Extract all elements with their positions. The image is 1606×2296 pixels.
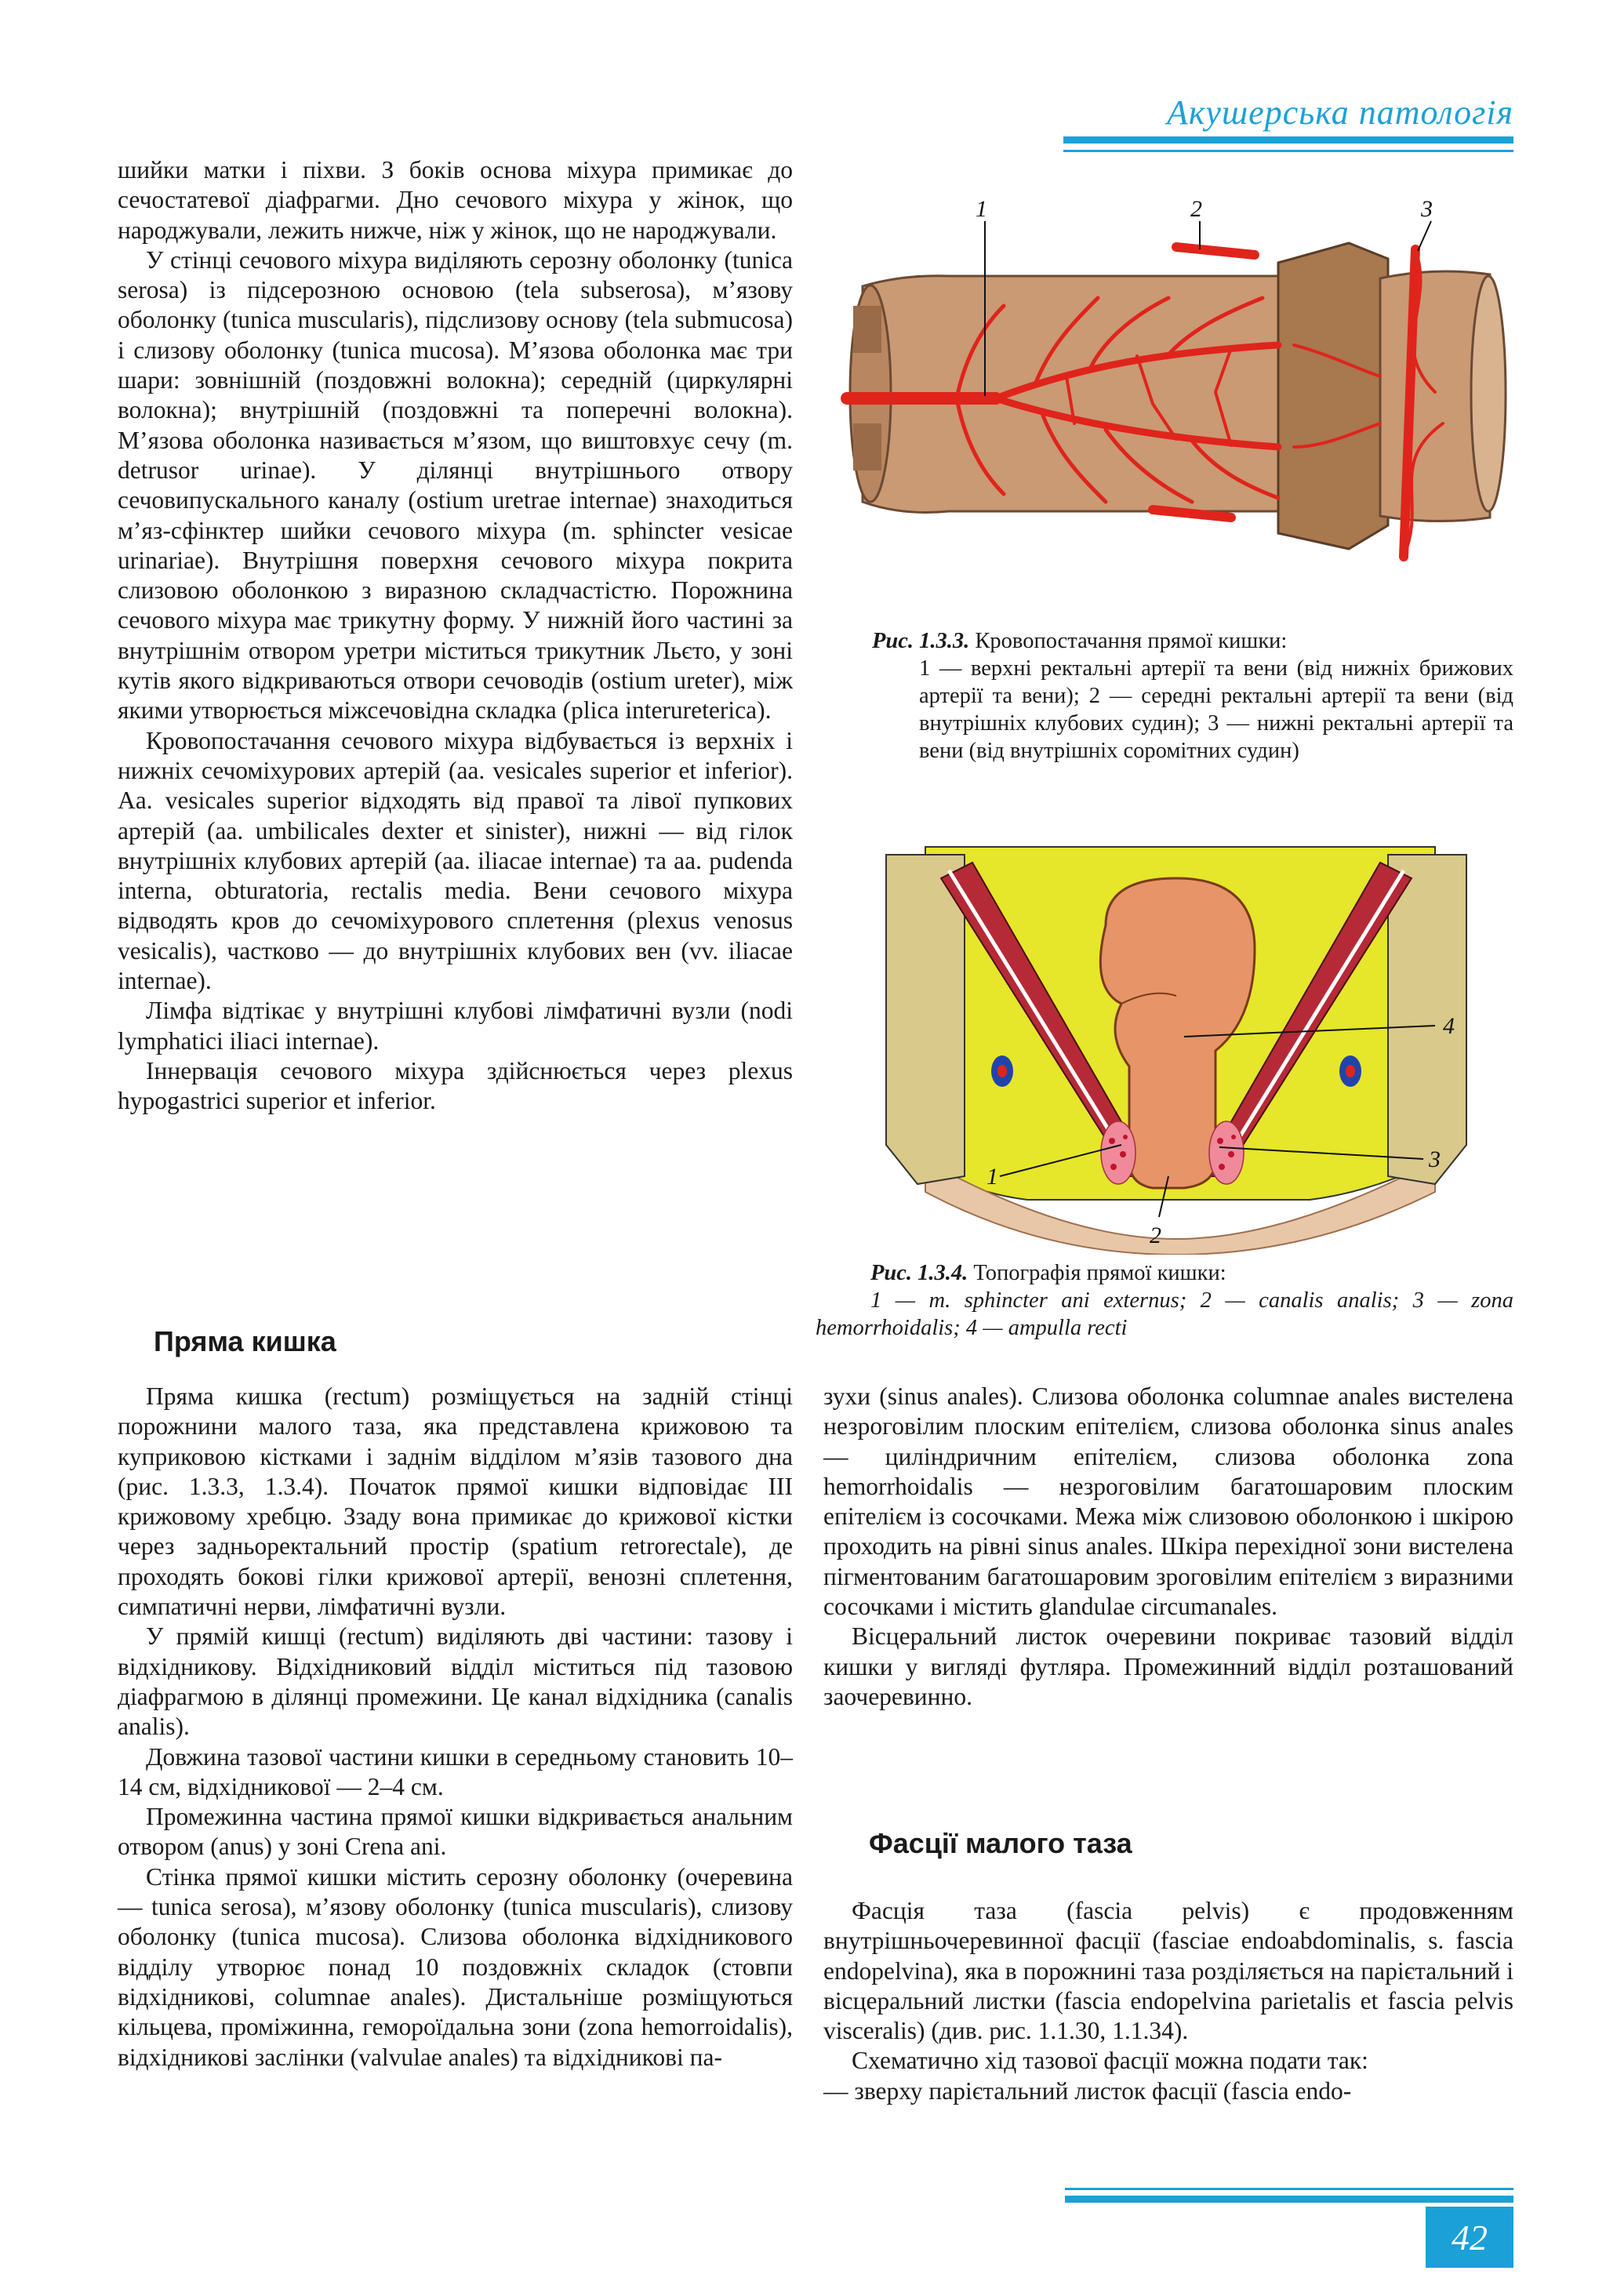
caption-body: 1 — m. sphincter ani externus; 2 — canalis analis; 3 — zona hemorrhoidalis; 4 — ampulla recti <box>816 1288 1513 1340</box>
right-column-bottom <box>823 1896 1513 2106</box>
figure-rectum-blood-supply <box>839 188 1513 584</box>
left-column-bottom <box>118 1382 793 2073</box>
paragraph: зухи (sinus anales). Слизова оболонка columnae anales вистелена незроговілим плоским епітелієм, слизова оболонка sinus anales — циліндричним епітелієм, слизова оболонка zona hemorrhoidalis — незроговілим багатошаровим плоским епітелієм із сосочками. Межа між слизовою оболонкою і шкірою проходить на рівні sinus anales. Шкіра перехідної зони вистелена пігментованим багатошаровим зроговілим епітелієм з виразними сосочками і містить glandulae circumanales. <box>823 1382 1513 1621</box>
header-rule <box>1063 136 1513 144</box>
footer-rule-thin <box>1065 2188 1513 2190</box>
paragraph: Промежинна частина прямої кишки відкривається анальним отвором (anus) у зоні Crena ani. <box>118 1803 793 1861</box>
paragraph: Вісцеральний листок очеревини покриває тазовий відділ кишки у вигляді футляра. Промежинний відділ розташований заочеревинно. <box>823 1622 1513 1710</box>
paragraph: шийки матки і піхви. З боків основа міхура примикає до сечостатевої діафрагми. Дно сечового міхура у жінок, що народжували, лежить нижче, ніж у жінок, що не народжували. <box>118 156 793 244</box>
rectum-topography-illustration <box>870 831 1482 1255</box>
figure-caption <box>872 627 1513 765</box>
figure-label: 3 <box>1429 1146 1441 1172</box>
caption-lead: Кровопостачання прямої кишки: <box>975 629 1288 653</box>
figure-label: 4 <box>1443 1013 1455 1039</box>
figure-label: 2 <box>1150 1222 1161 1248</box>
paragraph: Довжина тазової частини кишки в середньому становить 10–14 см, відхідникової — 2–4 см. <box>118 1742 793 1800</box>
rectum-vessels-illustration <box>839 188 1513 580</box>
figure-label: 2 <box>1190 196 1202 222</box>
caption-lead: Топографія прямої кишки: <box>973 1261 1226 1285</box>
running-header <box>1167 93 1513 133</box>
paragraph: Іннервація сечового міхура здійснюється через plexus hypogastrici superior et inferior. <box>118 1056 793 1115</box>
paragraph: Лімфа відтікає у внутрішні клубові лімфатичні вузли (nodi lymphatici iliaci internae). <box>118 997 793 1055</box>
paragraph: Кровопостачання сечового міхура відбувається із верхніх і нижніх сечоміхурових артерій (aa. vesicales superior et inferior). Aa. vesicales superior відходять від правої та лівої пупкових артерій (aa. umbilicales dexter et sinister), нижні — від гілок внутрішніх клубових артерій (aa. iliacae internae) та aa. pudenda interna, obturatoria, rectalis media. Вени сечового міхура відводять кров до сечоміхурового сплетення (plexus venosus vesicalis), частково — до внутрішніх клубових вен (vv. iliacae internae). <box>118 726 793 995</box>
left-column-top <box>118 155 793 1117</box>
footer-rule <box>1065 2196 1513 2203</box>
paragraph: Пряма кишка (rectum) розміщується на задній стінці порожнини малого таза, яка представлена крижовою та куприковою кістками і заднім відділом м’язів тазового дна (рис. 1.3.3, 1.3.4). Початок прямої кишки відповідає III крижовому хребцю. Ззаду вона примикає до крижової кістки через задньоректальний простір (spatium retrorectale), де проходять бокові гілки крижової артерії, венозні сплетення, симпатичні нерви, лімфатичні вузли. <box>118 1382 793 1621</box>
figure-label: 1 <box>976 196 987 222</box>
paragraph: Схематично хід тазової фасції можна подати так: <box>852 2047 1368 2075</box>
figure-caption <box>816 1259 1513 1342</box>
caption-title: Рис. 1.3.3. <box>872 629 970 653</box>
section-title-pelvic-fascia: Фасції малого таза <box>869 1827 1132 1859</box>
caption-title: Рис. 1.3.4. <box>870 1261 968 1285</box>
caption-body: 1 — верхні ректальні артерії та вени (від нижніх брижових артерії та вени); 2 — середні ректальні артерії та вени (від внутрішніх клубових судин); 3 — нижні ректальні артерії та вени (від внутрішніх соромітних судин) <box>919 656 1513 763</box>
figure-rectum-topography <box>870 831 1482 1259</box>
paragraph: У стінці сечового міхура виділяють серозну оболонку (tunica serosa) із підсерозною основою (tela subserosa), м’язову оболонку (tunica muscularis), підслизову основу (tela submucosa) і слизову оболонку (tunica mucosa). М’язова оболонка має три шари: зовнішній (поздовжні волокна); середній (циркулярні волокна); внутрішній (поздовжні та поперечні волокна). М’язова оболонка називається м’язом, що виштовхує сечу (m. detrusor urinae). У ділянці внутрішнього отвору сечовипускального каналу (ostium uretrae internae) знаходиться м’яз-сфінктер шийки сечового міхура (m. sphincter vesicae urinariae). Внутрішня поверхня сечового міхура покрита слизовою оболонкою з виразною складчастістю. Порожнина сечового міхура має трикутну форму. У нижній його частині за внутрішнім отвором уретри міститься трикутник Льєто, у зоні кутів якого відкриваються отвори сечоводів (ostium ureter), між якими утворюється міжсечовідна складка (plica interureterica). <box>118 245 793 725</box>
page-number: 42 <box>1426 2207 1513 2268</box>
figure-label: 3 <box>1421 196 1433 222</box>
paragraph: Стінка прямої кишки містить серозну оболонку (очеревина — tunica serosa), м’язову оболонку (tunica muscularis), слизову оболонку (tunica mucosa). Слизова оболонка відхідникового відділу утворює понад 10 поздовжніх складок (стовпи відхідникові, columnae anales). Дистальніше розміщуються кільцева, проміжинна, гемороїдальна зони (zona hemorroidalis), відхідникові заслінки (valvulae anales) та відхідникові па- <box>118 1862 793 2071</box>
running-header-title: Акушерська патологія <box>1166 93 1513 132</box>
paragraph: — зверху парієтальний листок фасції (fascia endo- <box>823 2076 1352 2105</box>
section-title-rectum: Пряма кишка <box>154 1325 336 1357</box>
paragraph: У прямій кишці (rectum) виділяють дві частини: тазову і відхідникову. Відхідниковий відділ міститься під тазовою діафрагмою в ділянці промежини. Це канал відхідника (canalis analis). <box>118 1622 793 1741</box>
right-column-top <box>823 1382 1513 1712</box>
header-rule-thin <box>1063 150 1513 152</box>
figure-label: 1 <box>986 1164 998 1190</box>
paragraph: Фасція таза (fascia pelvis) є продовженням внутрішньочеревинної фасції (fasciae endoabdominalis, s. fascia endopelvina), яка в порожнині таза розділяється на парієтальний і вісцеральний листки (fascia endopelvina parietalis et fascia pelvis visceralis) (див. рис. 1.1.30, 1.1.34). <box>823 1897 1513 2045</box>
